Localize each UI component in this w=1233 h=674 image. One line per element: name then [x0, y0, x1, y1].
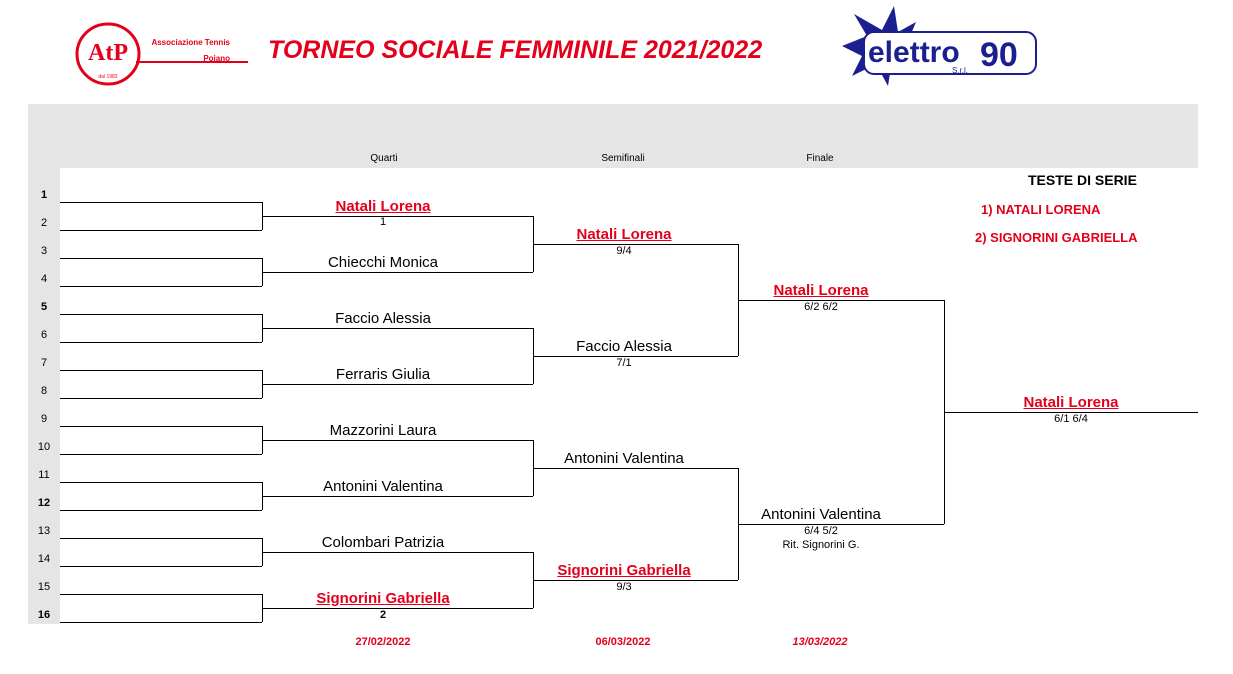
row-number: 14	[37, 553, 51, 565]
club-name-line2: Poiano	[203, 54, 230, 63]
club-name-line1: Associazione Tennis	[151, 38, 230, 47]
qf-player-7: Colombari Patrizia	[321, 534, 445, 551]
bracket-line-h	[60, 426, 262, 427]
bracket-line-h	[60, 370, 262, 371]
bracket-line-h	[262, 384, 533, 385]
row-number: 15	[37, 581, 51, 593]
row-number: 2	[40, 217, 48, 229]
sf-player-3: Antonini Valentina	[564, 450, 684, 467]
bracket-line-h	[60, 286, 262, 287]
row-number: 10	[37, 441, 51, 453]
qf-seed-note-1: 1	[379, 216, 387, 228]
bracket-line-h	[60, 202, 262, 203]
final-score-1: 6/2 6/2	[804, 301, 838, 313]
seeds-heading: TESTE DI SERIE	[1028, 172, 1137, 188]
bracket-line-h	[262, 328, 533, 329]
round-label-quarti: Quarti	[370, 153, 398, 164]
row-number: 9	[40, 413, 48, 425]
club-logo	[68, 18, 268, 88]
champion-score: 6/1 6/4	[1054, 413, 1088, 425]
bracket-line-h	[60, 258, 262, 259]
sponsor-word: elettro	[868, 36, 960, 69]
sponsor-logo-graphic	[832, 6, 1042, 88]
bracket-line-h	[60, 622, 262, 623]
sponsor-suffix: S.r.l.	[952, 66, 969, 75]
sf-score-2: 7/1	[616, 357, 632, 369]
row-number: 3	[40, 245, 48, 257]
sponsor-logo	[832, 6, 1042, 88]
seed-1: 1) NATALI LORENA	[981, 202, 1101, 217]
final-player-2: Antonini Valentina	[761, 506, 881, 523]
row-number: 7	[40, 357, 48, 369]
date-finale: 13/03/2022	[792, 636, 848, 648]
sf-player-2: Faccio Alessia	[576, 338, 672, 355]
bracket-line-h	[60, 538, 262, 539]
bracket-line-h	[60, 230, 262, 231]
qf-player-2: Chiecchi Monica	[327, 254, 439, 271]
qf-player-5: Mazzorini Laura	[329, 422, 437, 439]
bracket-line-h	[60, 314, 262, 315]
bracket-line-h	[60, 594, 262, 595]
bracket-line-h	[60, 566, 262, 567]
champion-name: Natali Lorena	[1023, 394, 1119, 411]
row-number: 16	[37, 609, 51, 621]
row-number: 5	[40, 301, 48, 313]
bracket-line-h	[60, 342, 262, 343]
sponsor-number: 90	[980, 36, 1018, 74]
bracket-line-h	[60, 510, 262, 511]
row-number: 11	[38, 469, 50, 481]
row-number: 12	[37, 497, 51, 509]
qf-player-3: Faccio Alessia	[335, 310, 431, 327]
qf-player-8: Signorini Gabriella	[316, 590, 450, 607]
club-est: dal 1983	[98, 74, 118, 80]
round-label-finale: Finale	[806, 153, 834, 164]
date-semifinali: 06/03/2022	[595, 636, 651, 648]
sf-player-1: Natali Lorena	[576, 226, 672, 243]
bracket-line-h	[262, 552, 533, 553]
sf-score-1: 9/4	[616, 245, 632, 257]
qf-player-4: Ferraris Giulia	[335, 366, 431, 383]
final-score-2: 6/4 5/2	[804, 525, 838, 537]
bracket-line-h	[262, 496, 533, 497]
qf-seed-note-8: 2	[379, 609, 387, 621]
final-player-1: Natali Lorena	[773, 282, 869, 299]
final-retirement-note: Rit. Signorini G.	[782, 539, 860, 551]
row-number: 8	[40, 385, 48, 397]
row-number: 1	[40, 189, 48, 201]
bracket-line-h	[262, 272, 533, 273]
qf-player-1: Natali Lorena	[335, 198, 431, 215]
bracket-line-h	[533, 468, 738, 469]
row-number: 4	[40, 273, 48, 285]
bracket-line-h	[60, 482, 262, 483]
bracket-line-h	[60, 454, 262, 455]
sf-score-4: 9/3	[616, 581, 632, 593]
date-quarti: 27/02/2022	[355, 636, 411, 648]
bracket-line-h	[60, 398, 262, 399]
bracket-line-h	[262, 440, 533, 441]
row-number: 6	[40, 329, 48, 341]
round-label-semifinali: Semifinali	[601, 153, 645, 164]
seed-2: 2) SIGNORINI GABRIELLA	[975, 230, 1138, 245]
page-title: TORNEO SOCIALE FEMMINILE 2021/2022	[268, 36, 763, 64]
qf-player-6: Antonini Valentina	[323, 478, 443, 495]
club-logo-graphic	[68, 18, 268, 88]
club-monogram: AtP	[88, 40, 128, 66]
row-number: 13	[37, 525, 51, 537]
sf-player-4: Signorini Gabriella	[557, 562, 691, 579]
